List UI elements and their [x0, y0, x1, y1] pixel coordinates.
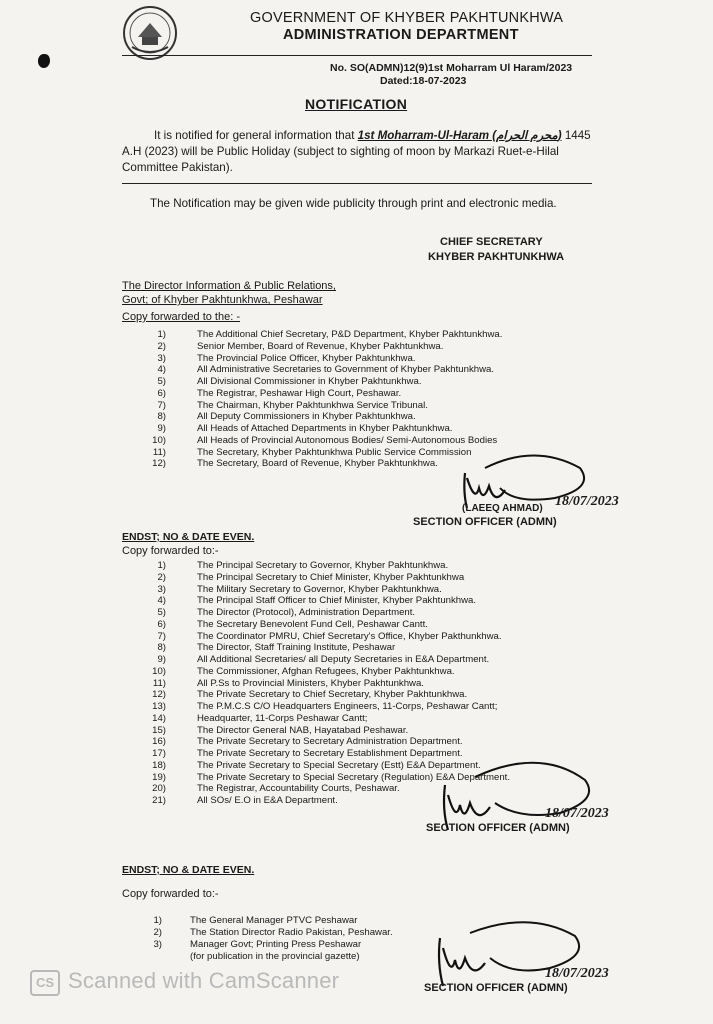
list-item-number: 5): [157, 607, 166, 618]
list-item-text: The Principal Secretary to Governor, Khyber Pakhtunkhwa.: [197, 560, 449, 571]
list-item-text: Senior Member, Board of Revenue, Khyber Pakhtunkhwa.: [197, 340, 444, 352]
reference-number: No. SO(ADMN)12(9)1st Moharram Ul Haram/2023: [330, 62, 573, 74]
list-item-number: 8): [157, 642, 166, 654]
list-item-number: 8): [157, 411, 166, 423]
list-item-text: The P.M.C.S C/O Headquarters Engineers, 11-Corps, Peshawar Cantt;: [197, 701, 498, 712]
list-item-text: Manager Govt; Printing Press Peshawar: [190, 939, 362, 950]
copy2-endst: ENDST; NO & DATE EVEN.: [122, 531, 255, 543]
list-item-text: The Commissioner, Afghan Refugees, Khyber Pakhtunkhwa.: [197, 665, 455, 677]
list-item-number: 3): [157, 352, 166, 364]
para-highlight: 1st Moharram-Ul-Haram (محرم الحرام): [357, 129, 562, 142]
list-item-number: 1): [153, 915, 162, 926]
list-item-number: 2): [157, 571, 166, 583]
list-item-text: Headquarter, 11-Corps Peshawar Cantt;: [197, 712, 368, 724]
list-item-text: The Coordinator PMRU, Chief Secretary's Office, Khyber Pakthunkhwa.: [197, 630, 502, 642]
copy3-signature-date: 18/07/2023: [545, 966, 609, 981]
list-item-number: 5): [157, 376, 166, 387]
list-item-text: All Additional Secretaries/ all Deputy Secretaries in E&A Department.: [197, 654, 490, 665]
copy2-signature-date: 18/07/2023: [545, 806, 609, 821]
government-seal-logo: [122, 5, 178, 61]
copy3-heading: Copy forwarded to:-: [122, 888, 219, 900]
list-item-text: All Deputy Commissioners in Khyber Pakhtunkhwa.: [197, 411, 416, 423]
list-item-number: 21): [152, 795, 166, 806]
list-item-number: 9): [157, 423, 166, 434]
list-item-number: 7): [157, 630, 166, 642]
chief-secretary-title: CHIEF SECRETARY: [440, 236, 543, 248]
list-item-number: 4): [157, 364, 166, 376]
list-item-number: 2): [153, 927, 162, 938]
list-item-number: 13): [152, 701, 166, 712]
para-suffix: 1445 A.H (2023) will be Public Holiday (subject to sighting of moon by Markazi Ruet-e-Hilal Committee Pakistan).: [122, 129, 591, 174]
addressee-line-1: The Director Information & Public Relations,: [122, 280, 336, 292]
list-item-text: The Director (Protocol), Administration Department.: [197, 607, 416, 618]
list-item-text: The Secretary, Board of Revenue, Khyber Pakhtunkhwa.: [197, 458, 438, 470]
list-item-text: The Private Secretary to Secretary Establishment Department.: [197, 748, 463, 759]
list-item-number: 11): [152, 446, 166, 458]
notification-title: NOTIFICATION: [305, 96, 408, 112]
list-item-text: All Administrative Secretaries to Government of Khyber Pakhtunkhwa.: [197, 364, 495, 376]
list-item-number: 7): [157, 399, 166, 411]
notification-paragraph: [122, 128, 592, 176]
list-item-number: 11): [152, 677, 166, 689]
list-item-number: 16): [152, 736, 166, 748]
list-item-text: The Private Secretary to Chief Secretary, Khyber Pakhtunkhwa.: [197, 689, 468, 701]
list-item-text: The Secretary Benevolent Fund Cell, Peshawar Cantt.: [197, 618, 428, 630]
list-item-number: 20): [152, 783, 166, 795]
list-item-text: All Heads of Attached Departments in Khyber Pakhtunkhwa.: [197, 423, 453, 434]
list-item-text: All Heads of Provincial Autonomous Bodies/ Semi-Autonomous Bodies: [197, 434, 498, 446]
copy3-item3-note: (for publication in the provincial gazette): [190, 951, 360, 962]
department-heading: ADMINISTRATION DEPARTMENT: [283, 27, 519, 43]
list-item-number: 3): [157, 583, 166, 595]
list-item-text: The Provincial Police Officer, Khyber Pakhtunkhwa.: [197, 352, 416, 364]
camscanner-logo-icon: CS: [30, 970, 60, 996]
list-item-text: The Registrar, Accountability Courts, Peshawar.: [197, 783, 400, 795]
list-item-text: The Chairman, Khyber Pakhtunkhwa Service Tribunal.: [197, 399, 428, 411]
list-item-text: The Secretary, Khyber Pakhtunkhwa Public Service Commission: [197, 446, 472, 458]
list-item-text: The Additional Chief Secretary, P&D Department, Khyber Pakhtunkhwa.: [197, 329, 503, 340]
list-item-text: The Station Director Radio Pakistan, Peshawar.: [190, 927, 393, 938]
paragraph-rule: [122, 183, 592, 184]
list-item-text: The Private Secretary to Special Secretary (Estt) E&A Department.: [197, 759, 481, 771]
list-item-number: 6): [157, 618, 166, 630]
list-item-text: The General Manager PTVC Peshawar: [190, 915, 358, 926]
header-rule: [122, 55, 592, 56]
list-item-number: 14): [152, 712, 166, 724]
list-item-number: 4): [157, 595, 166, 607]
copy1-officer-name: (LAEEQ AHMAD): [462, 503, 543, 514]
list-item-text: The Director General NAB, Hayatabad Peshawar.: [197, 724, 409, 736]
list-item-number: 10): [152, 665, 166, 677]
ink-blot: [38, 54, 50, 68]
camscanner-watermark: Scanned with CamScanner: [68, 968, 340, 993]
list-item-number: 12): [152, 458, 166, 470]
list-item-number: 19): [152, 771, 166, 783]
copy3-endst: ENDST; NO & DATE EVEN.: [122, 864, 255, 876]
list-item-number: 1): [157, 560, 166, 571]
list-item-text: The Private Secretary to Special Secretary (Regulation) E&A Department.: [197, 771, 511, 783]
para-prefix: It is notified for general information that: [154, 129, 358, 142]
list-item-number: 3): [153, 939, 162, 950]
list-item-text: The Principal Staff Officer to Chief Minister, Khyber Pakhtunkhwa.: [197, 595, 477, 607]
list-item-text: The Principal Secretary to Chief Minister, Khyber Pakhtunkhwa: [197, 571, 465, 583]
list-item-text: The Private Secretary to Secretary Administration Department.: [197, 736, 463, 748]
list-item-text: The Director, Staff Training Institute, Peshawar: [197, 642, 396, 654]
dated-line: Dated:18-07-2023: [380, 75, 467, 87]
list-item-text: All SOs/ E.O in E&A Department.: [197, 795, 338, 806]
publicity-line: The Notification may be given wide publicity through print and electronic media.: [150, 197, 557, 210]
list-item-number: 9): [157, 654, 166, 665]
list-item-number: 2): [157, 340, 166, 352]
list-item-text: The Registrar, Peshawar High Court, Peshawar.: [197, 387, 402, 399]
list-item-text: The Military Secretary to Governor, Khyber Pakhtunkhwa.: [197, 583, 442, 595]
copy2-officer-title: SECTION OFFICER (ADMN): [426, 822, 570, 834]
list-item-number: 17): [152, 748, 166, 759]
list-item-number: 6): [157, 387, 166, 399]
copy1-signature-date: 18/07/2023: [555, 494, 619, 509]
list-item-number: 10): [152, 434, 166, 446]
chief-secretary-province: KHYBER PAKHTUNKHWA: [428, 251, 565, 263]
list-item-number: 12): [152, 689, 166, 701]
list-item-text: All P.Ss to Provincial Ministers, Khyber Pakhtunkhwa.: [197, 677, 424, 689]
copy1-heading: Copy forwarded to the: -: [122, 311, 241, 323]
government-heading: GOVERNMENT OF KHYBER PAKHTUNKHWA: [250, 10, 564, 26]
addressee-line-2: Govt; of Khyber Pakhtunkhwa, Peshawar: [122, 294, 323, 306]
list-item-number: 15): [152, 724, 166, 736]
copy3-officer-title: SECTION OFFICER (ADMN): [424, 982, 568, 994]
list-item-number: 18): [152, 759, 166, 771]
list-item-number: 1): [157, 329, 166, 340]
copy1-officer-title: SECTION OFFICER (ADMN): [413, 516, 557, 528]
list-item-text: All Divisional Commissioner in Khyber Pakhtunkhwa.: [197, 376, 422, 387]
copy2-heading: Copy forwarded to:-: [122, 545, 219, 557]
